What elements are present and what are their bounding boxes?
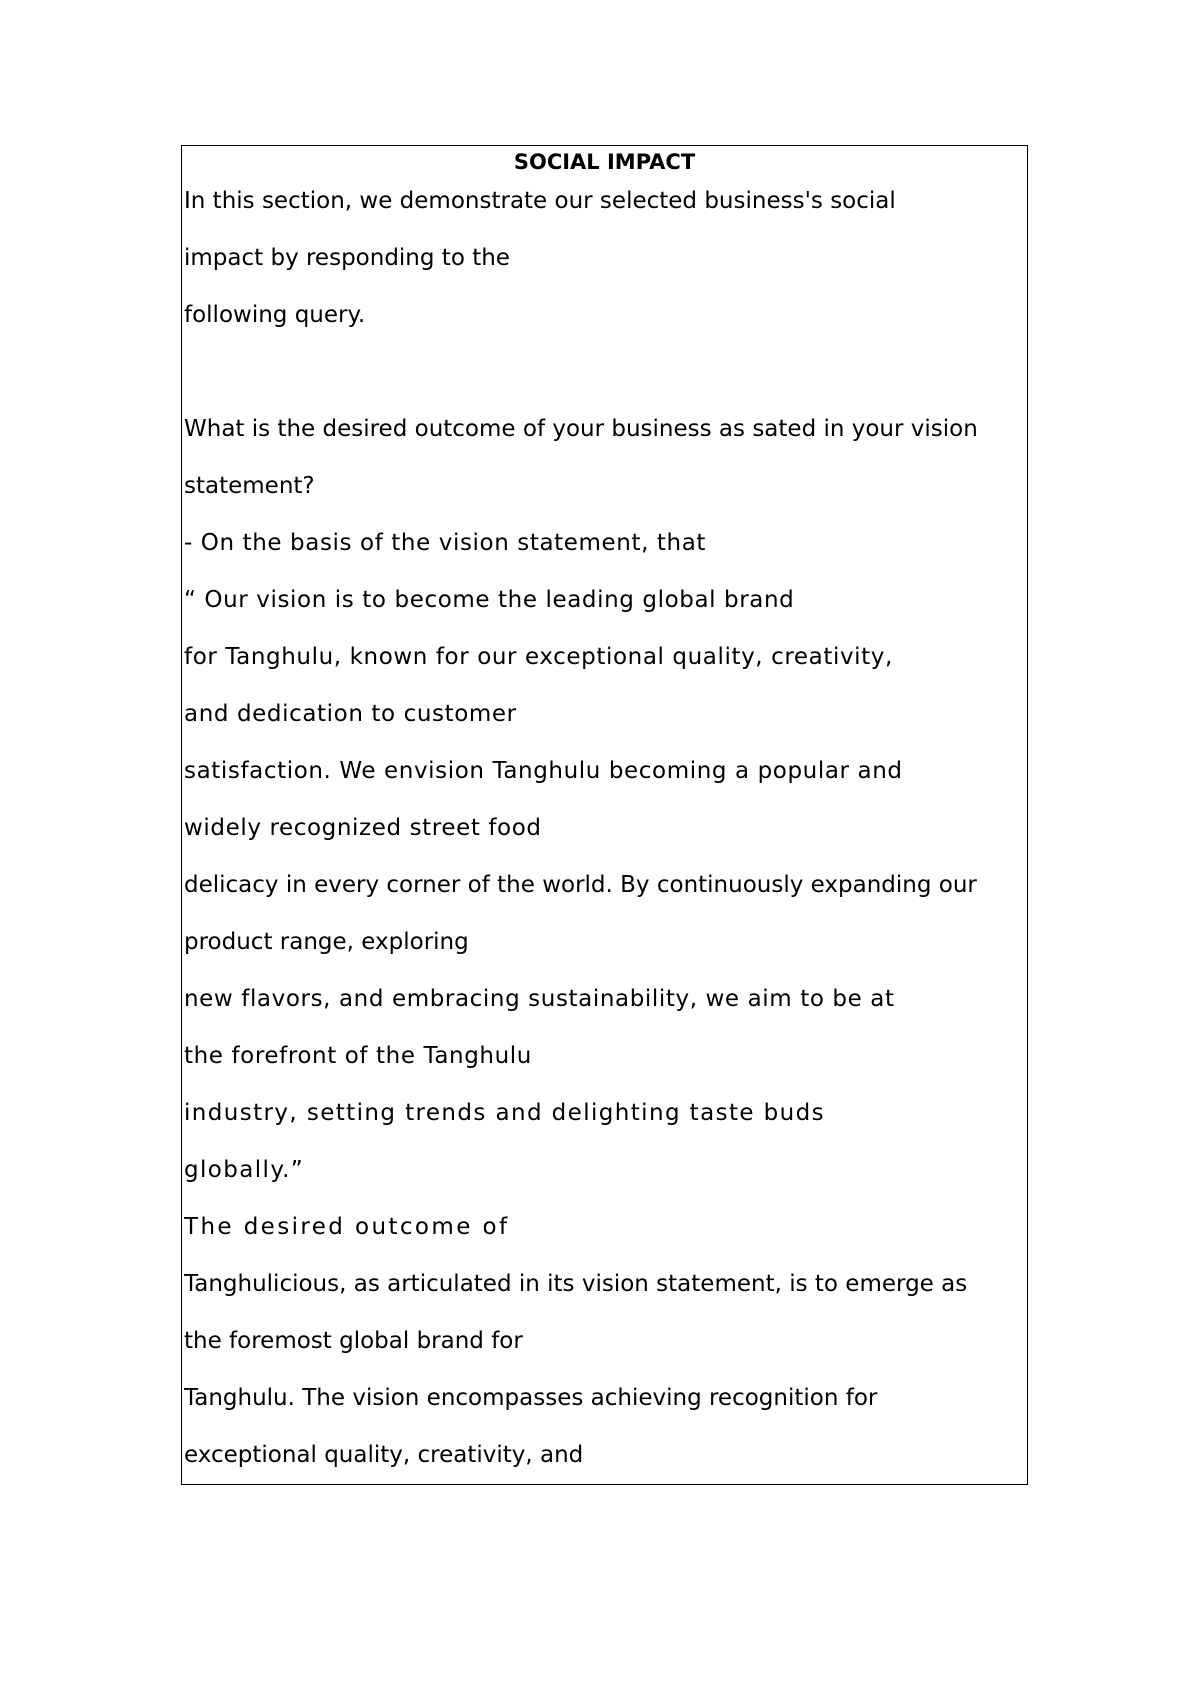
quote-line: industry, setting trends and delighting taste buds (184, 1100, 825, 1126)
quote-line: and dedication to customer (184, 701, 517, 727)
section-title: SOCIAL IMPACT (513, 150, 696, 174)
body-line: - On the basis of the vision statement, that (184, 530, 707, 556)
body-line: Tanghulu. The vision encompasses achieving recognition for (184, 1385, 878, 1411)
quote-line: globally.” (184, 1157, 305, 1183)
body-line: In this section, we demonstrate our selected business's social (184, 188, 896, 214)
question-line: statement? (184, 473, 315, 499)
quote-line: “ Our vision is to become the leading global brand (184, 587, 795, 613)
quote-line: delicacy in every corner of the world. By continuously expanding our (184, 872, 977, 898)
body-line: following query. (184, 302, 366, 328)
quote-line: new flavors, and embracing sustainability, we aim to be at (184, 986, 895, 1012)
body-line: exceptional quality, creativity, and (184, 1442, 584, 1468)
body-line: the foremost global brand for (184, 1328, 523, 1354)
quote-line: widely recognized street food (184, 815, 542, 841)
body-line: Tanghulicious, as articulated in its vision statement, is to emerge as (184, 1271, 968, 1297)
document-table-cell (181, 145, 1028, 1485)
body-line: impact by responding to the (184, 245, 510, 271)
quote-line: the forefront of the Tanghulu (184, 1043, 532, 1069)
question-line: What is the desired outcome of your business as sated in your vision (184, 416, 978, 442)
quote-line: product range, exploring (184, 929, 469, 955)
body-line: The desired outcome of (184, 1214, 510, 1240)
quote-line: satisfaction. We envision Tanghulu becoming a popular and (184, 758, 903, 784)
quote-line: for Tanghulu, known for our exceptional quality, creativity, (184, 644, 893, 670)
